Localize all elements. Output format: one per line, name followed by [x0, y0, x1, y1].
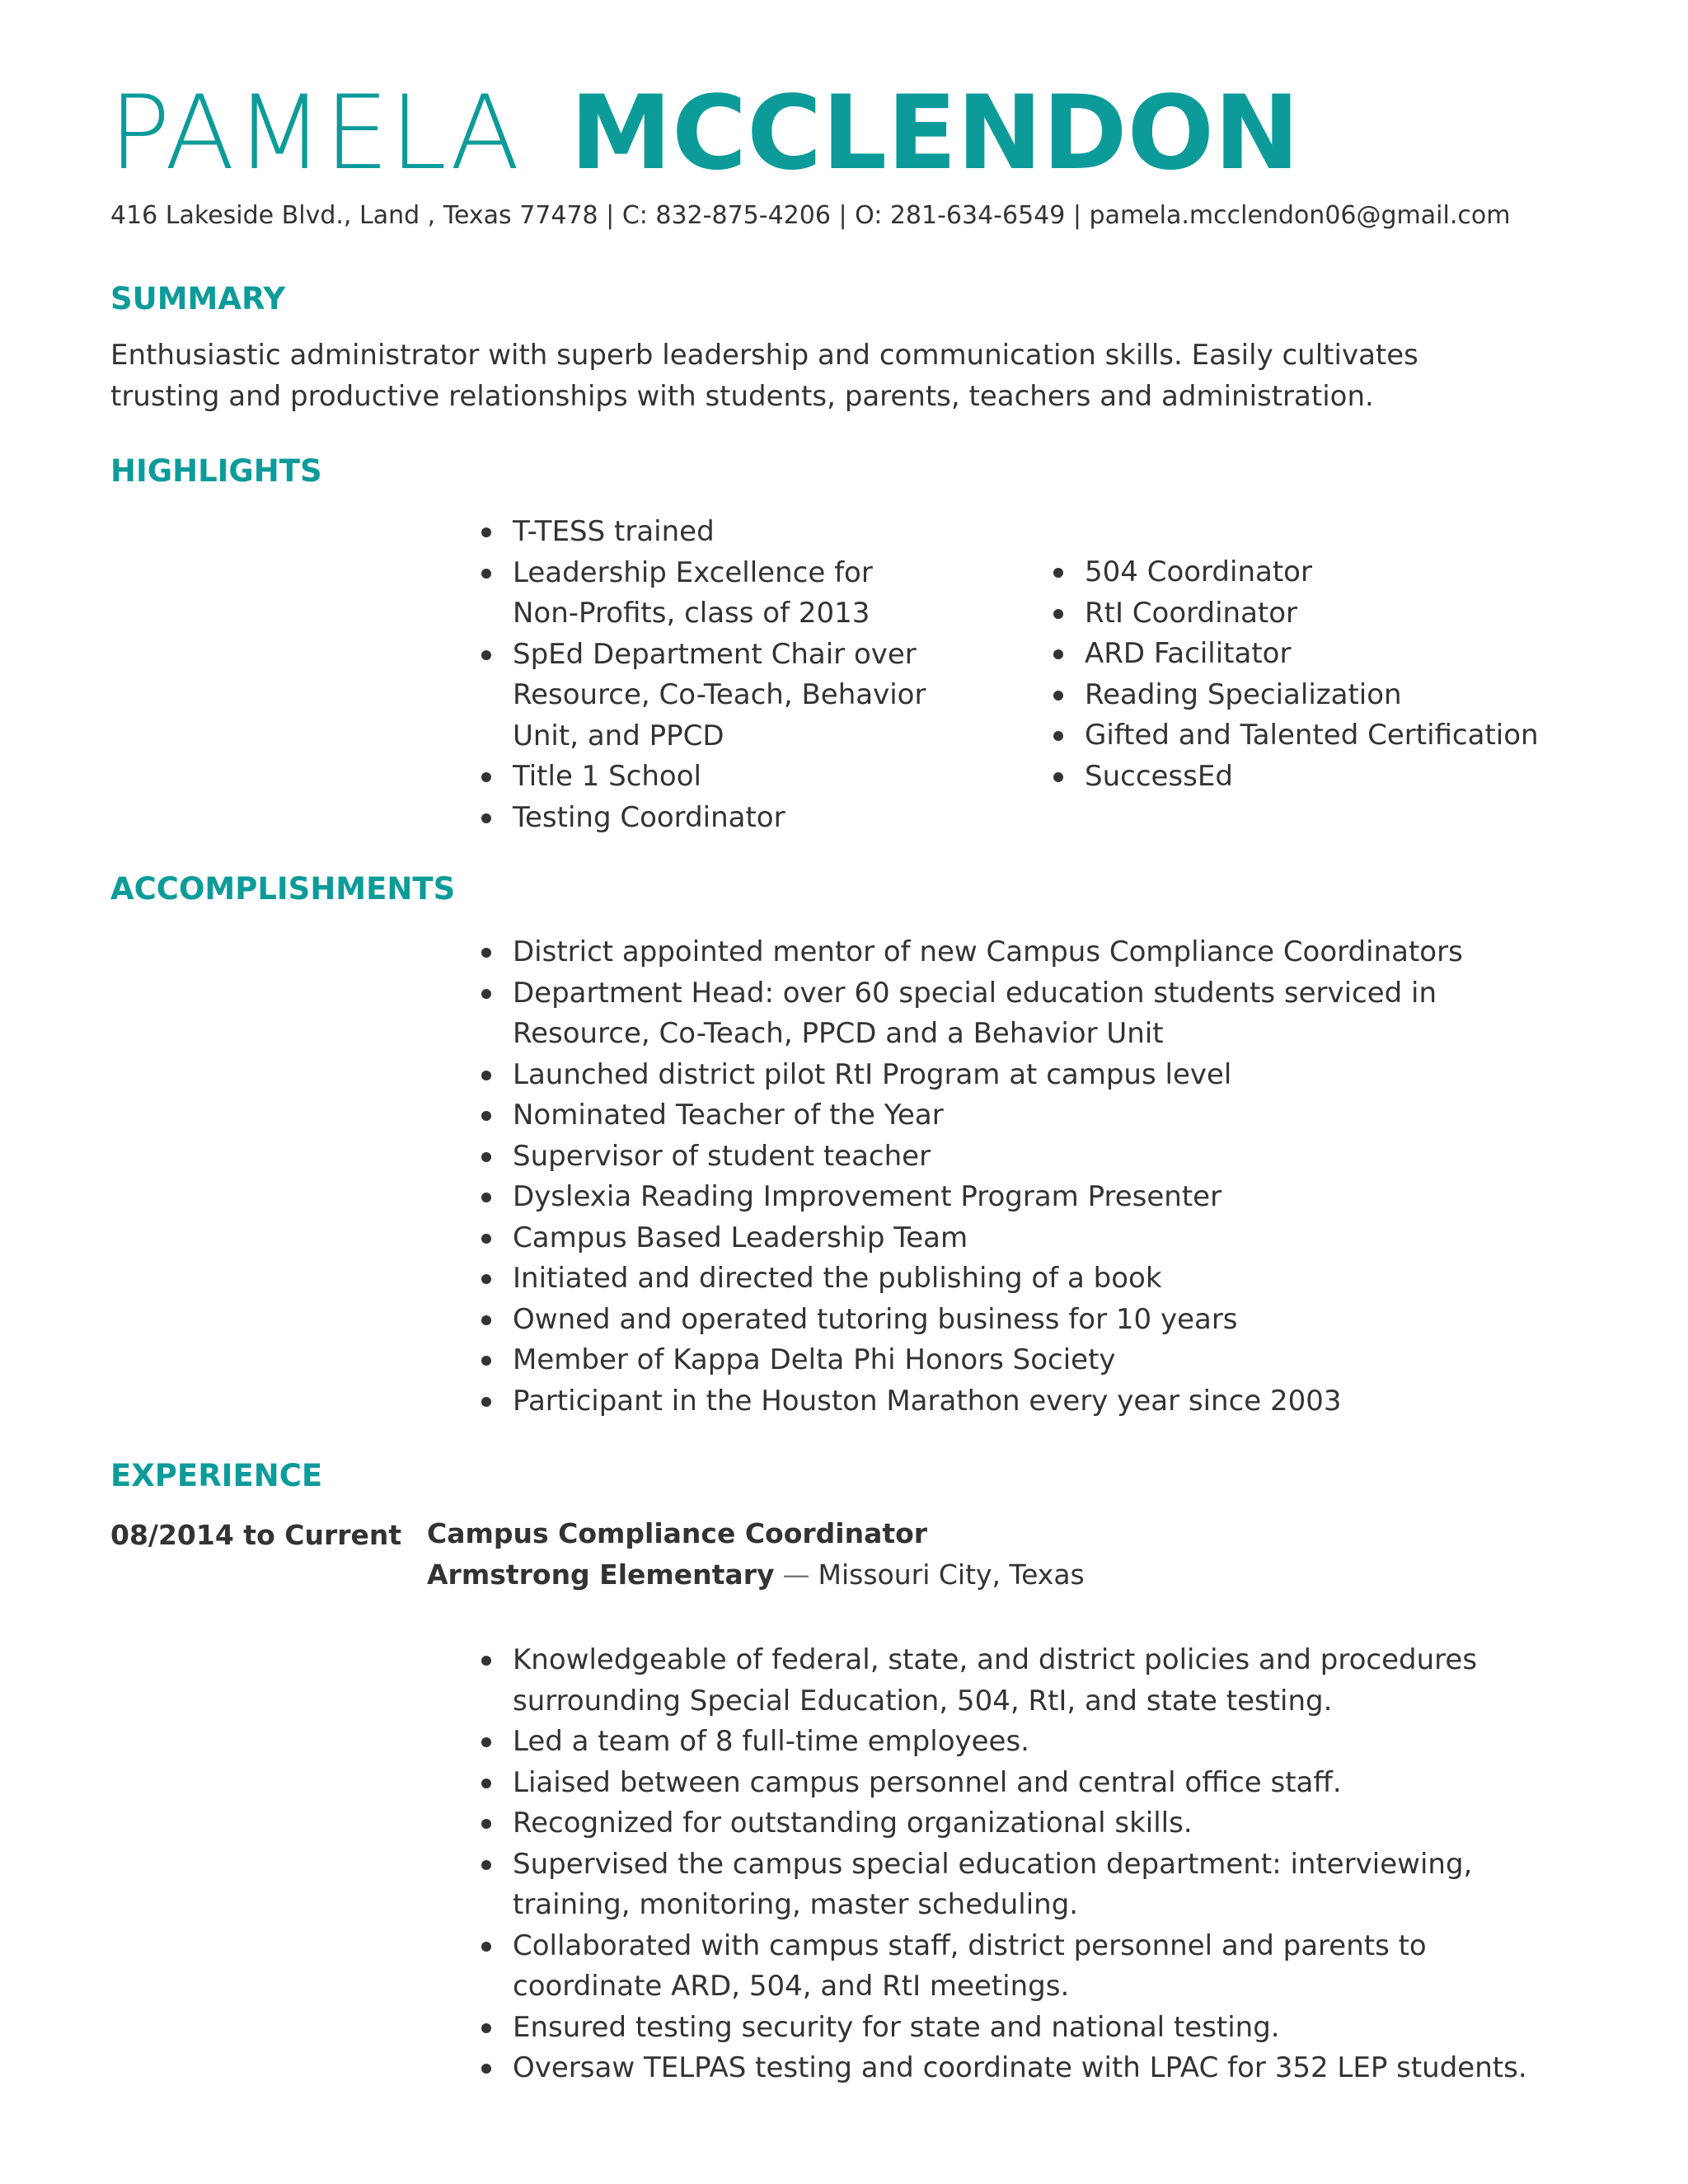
list-item: Led a team of 8 full-time employees.: [476, 1722, 1548, 1763]
list-item: RtI Coordinator: [1048, 593, 1625, 635]
job-location: Missouri City, Texas: [818, 1558, 1085, 1591]
list-item: Gifted and Talented Certification: [1048, 715, 1625, 757]
list-item: ARD Facilitator: [1048, 634, 1625, 675]
contact-line: 416 Lakeside Blvd., Land , Texas 77478 | C: 832-875-4206 | O: 281-634-6549 | pamela.mcclendon06@gmail.com: [110, 201, 1511, 230]
summary-heading: SUMMARY: [110, 281, 286, 316]
list-item: T-TESS trained: [476, 512, 938, 553]
highlights-heading: HIGHLIGHTS: [110, 453, 322, 489]
list-item: SuccessEd: [1048, 757, 1625, 798]
list-item: Dyslexia Reading Improvement Program Presenter: [476, 1177, 1465, 1218]
list-item: Testing Coordinator: [476, 798, 938, 839]
list-item: 504 Coordinator: [1048, 552, 1625, 593]
list-item: Oversaw TELPAS testing and coordinate with LPAC for 352 LEP students.: [476, 2048, 1548, 2089]
list-item: Supervisor of student teacher: [476, 1137, 1465, 1178]
list-item: SpEd Department Chair over Resource, Co-Teach, Behavior Unit, and PPCD: [476, 635, 938, 757]
list-item: Liaised between campus personnel and central office staff.: [476, 1763, 1548, 1804]
employer-separator: —: [782, 1558, 810, 1591]
job-title: Campus Compliance Coordinator: [427, 1517, 928, 1549]
last-name: MCCLENDON: [570, 74, 1300, 193]
list-item: Collaborated with campus staff, district personnel and parents to coordinate ARD, 504, and RtI meetings.: [476, 1926, 1548, 2008]
list-item: Leadership Excellence for Non-Profits, class of 2013: [476, 553, 938, 635]
list-item: Department Head: over 60 special education students serviced in Resource, Co-Teach, PPCD and a Behavior Unit: [476, 973, 1465, 1055]
candidate-name: [109, 76, 1300, 191]
list-item: Reading Specialization: [1048, 675, 1625, 716]
list-item: District appointed mentor of new Campus Compliance Coordinators: [476, 932, 1465, 973]
highlights-left-list: [476, 512, 938, 838]
list-item: Ensured testing security for state and national testing.: [476, 2008, 1548, 2049]
list-item: Member of Kappa Delta Phi Honors Society: [476, 1340, 1465, 1381]
accomplishments-list: [476, 932, 1465, 1422]
list-item: Initiated and directed the publishing of a book: [476, 1258, 1465, 1300]
list-item: Owned and operated tutoring business for 10 years: [476, 1300, 1465, 1341]
list-item: Campus Based Leadership Team: [476, 1218, 1465, 1259]
job-dates: 08/2014 to Current: [110, 1519, 402, 1551]
list-item: Knowledgeable of federal, state, and district policies and procedures surrounding Special Education, 504, RtI, and state testing.: [476, 1640, 1548, 1722]
accomplishments-heading: ACCOMPLISHMENTS: [110, 871, 456, 907]
job-duties-list: [476, 1640, 1548, 2089]
highlights-right-list: [1048, 552, 1625, 797]
list-item: Nominated Teacher of the Year: [476, 1095, 1465, 1137]
list-item: Title 1 School: [476, 757, 938, 798]
list-item: Participant in the Houston Marathon every year since 2003: [476, 1381, 1465, 1422]
list-item: Recognized for outstanding organizational skills.: [476, 1803, 1548, 1844]
summary-text: Enthusiastic administrator with superb leadership and communication skills. Easily cultivates trusting and productive relationships with students, parents, teachers and administration.: [110, 339, 1418, 413]
job-company: Armstrong Elementary: [427, 1558, 775, 1591]
list-item: Supervised the campus special education department: interviewing, training, monitoring, master scheduling.: [476, 1844, 1548, 1926]
list-item: Launched district pilot RtI Program at campus level: [476, 1055, 1465, 1096]
job-employer-line: [427, 1556, 1085, 1594]
experience-heading: EXPERIENCE: [110, 1458, 323, 1493]
first-name: PAMELA: [109, 74, 521, 193]
